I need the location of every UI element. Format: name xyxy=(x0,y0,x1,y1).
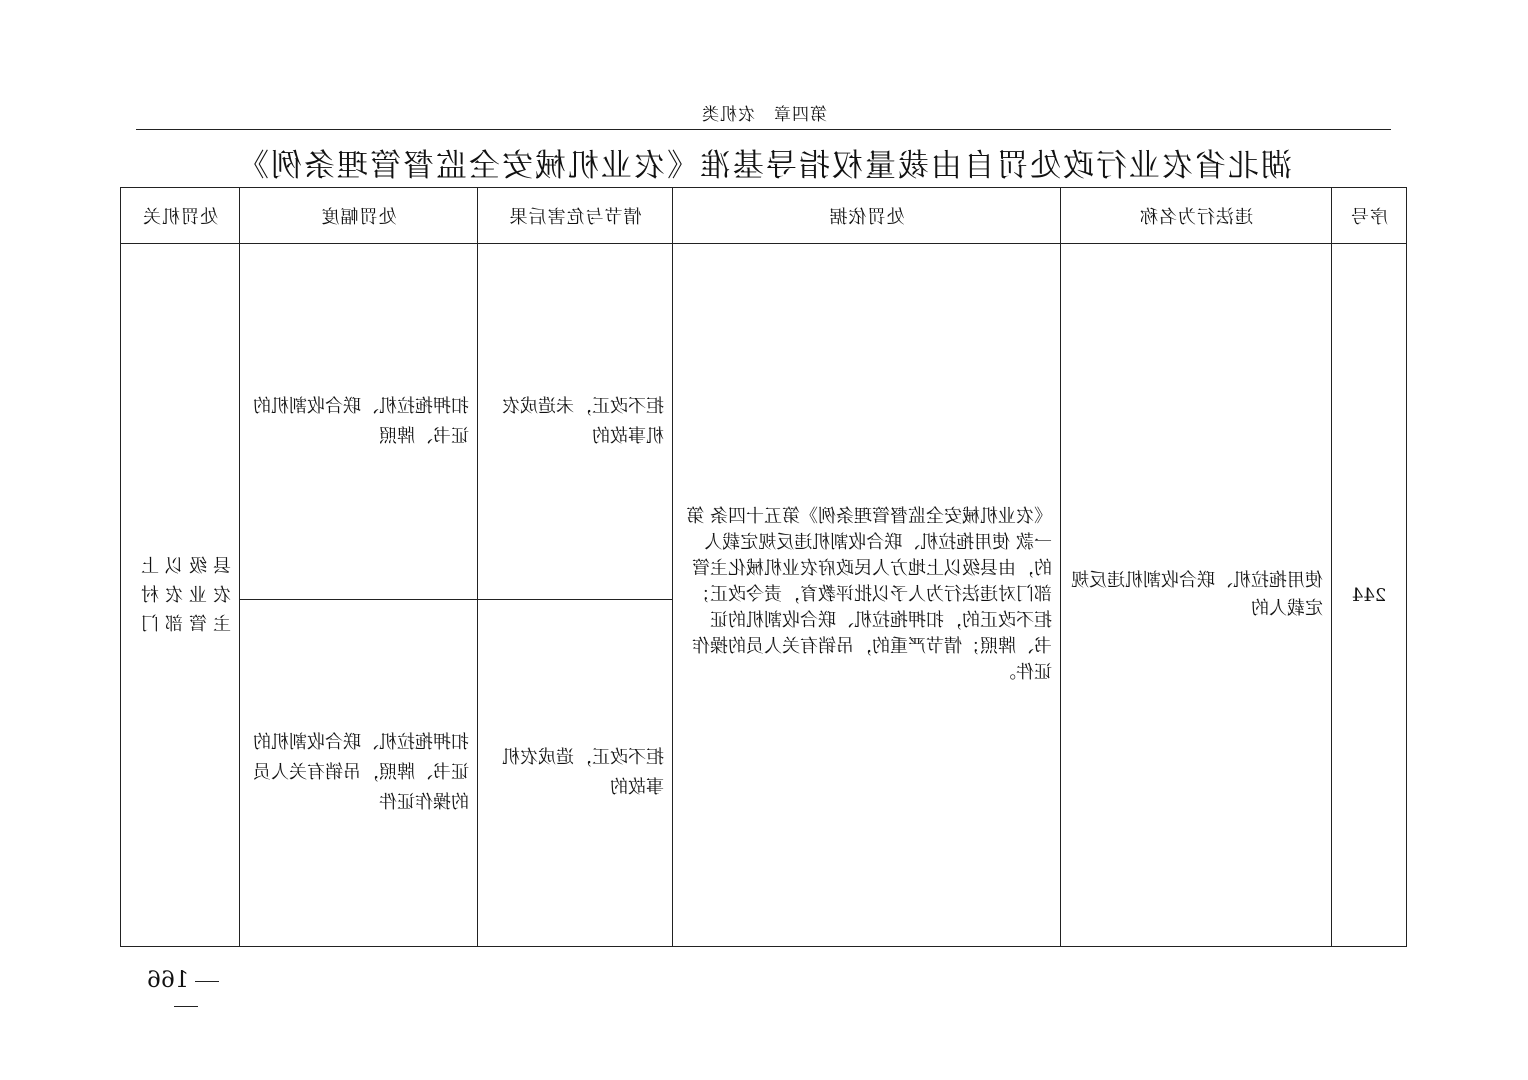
page-number xyxy=(134,968,238,1018)
col-header-range: 处罚幅度 xyxy=(240,188,478,244)
cell-seq: 244 xyxy=(1332,244,1407,947)
header-rule xyxy=(136,129,1391,130)
table-row xyxy=(121,244,1407,600)
chapter-header: 第四章 农机类 xyxy=(701,105,827,125)
col-header-basis: 处罚依据 xyxy=(673,188,1061,244)
col-header-authority: 处罚机关 xyxy=(121,188,240,244)
cell-circumstances-1: 拒不改正，未造成农机事故的 xyxy=(478,244,673,600)
cell-basis: 《农业机械安全监督管理条例》第五十四条 第一款 使用拖拉机、联合收割机违反规定载人的，由县级以上地方人民政府农业机械化主管部门对违法行为人予以批评教育，责令改正；拒不改正的，扣押拖拉机、联合收割机的证书、牌照；情节严重的，吊销有关人员的操作证件。 xyxy=(673,244,1061,947)
col-header-circumstances: 情节与危害后果 xyxy=(478,188,673,244)
table-header-row xyxy=(121,188,1407,244)
cell-range-2: 扣押拖拉机、联合收割机的证书、牌照，吊销有关人员的操作证件 xyxy=(240,600,478,947)
col-header-violation: 违法行为名称 xyxy=(1061,188,1332,244)
cell-violation: 使用拖拉机、联合收割机违反规定载人的 xyxy=(1061,244,1332,947)
page-number-dash-right xyxy=(174,1006,198,1007)
document-title: 湖北省农业行政处罚自由裁量权指导基准《农业机械安全监督管理条例》 xyxy=(236,148,1292,184)
col-header-seq: 序号 xyxy=(1332,188,1407,244)
cell-circumstances-2: 拒不改正，造成农机事故的 xyxy=(478,600,673,947)
page-number-value: 166 xyxy=(147,968,189,993)
page-number-dash-left xyxy=(195,981,219,982)
penalty-table xyxy=(120,187,1407,947)
cell-range-1: 扣押拖拉机、联合收割机的证书、牌照 xyxy=(240,244,478,600)
cell-authority: 县级以上农业农村主管部门 xyxy=(121,244,240,947)
